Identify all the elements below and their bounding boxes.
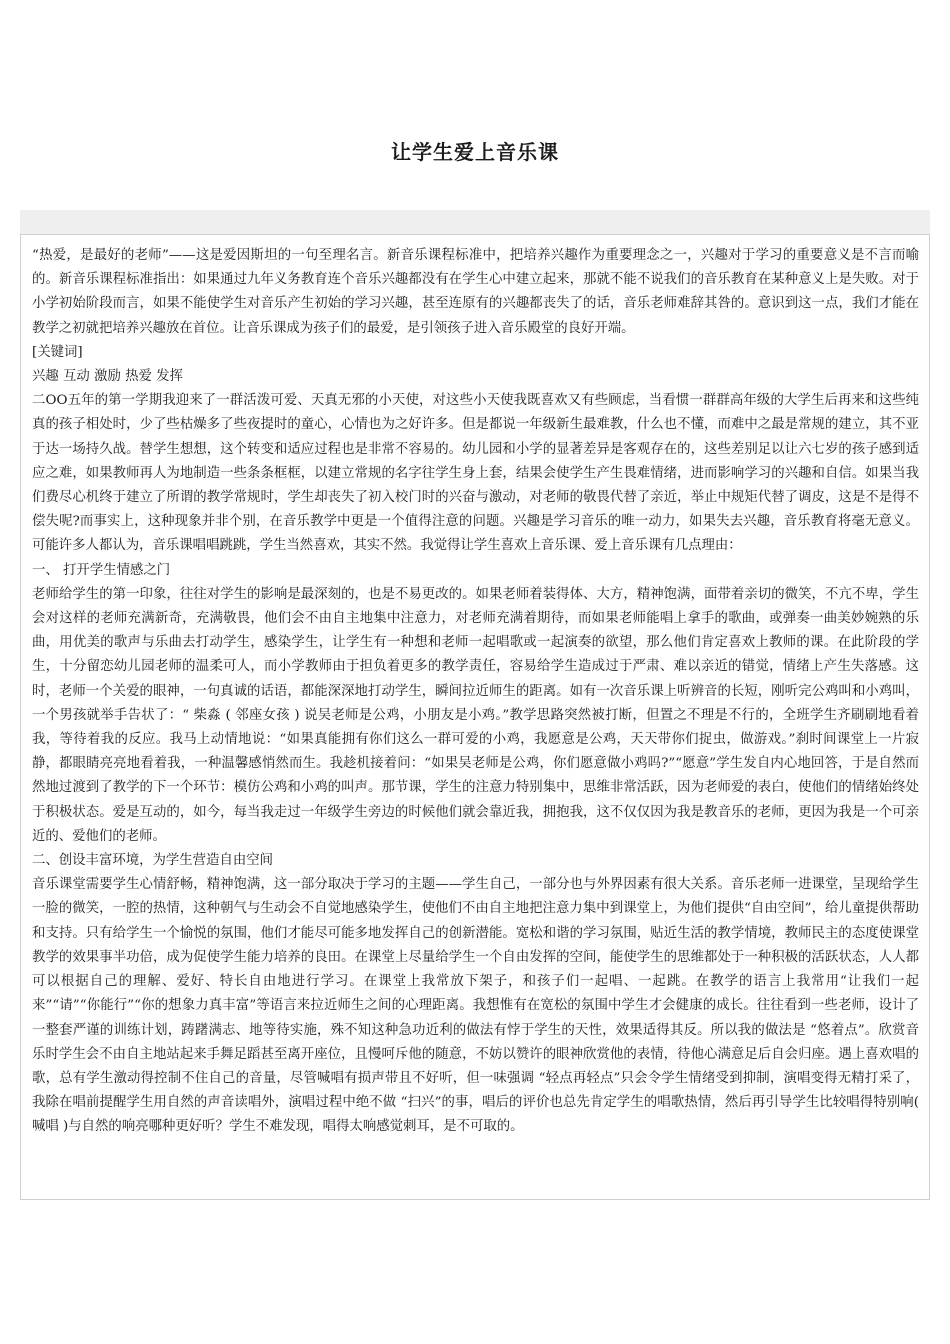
- keywords-list: 兴趣 互动 激励 热爱 发挥: [32, 369, 183, 385]
- article-body: [21, 235, 929, 1140]
- body-paragraph: 二OO五年的第一学期我迎来了一群活泼可爱、天真无邪的小天使，对这些小天使我既喜欢又有些顾虑，当看惯一群群高年级的大学生后再来和这些纯真的孩子相处时，少了些枯燥多了些夜提时的童心，心情也为之好许多。但是都说一年级新生最难教，什么也不懂，而难中之最是常规的建立，其不亚于达一场持久战。替学生想想，这个转变和适应过程也是非常不容易的。幼儿园和小学的显著差异是客观存在的，这些差别足以让六七岁的孩子感到适应之难，如果教师再人为地制造一些条条框框，以建立常规的名字往学生身上套，结果会使学生产生畏难情绪，进而影响学习的兴趣和自信。如果当我们费尽心机终于建立了所谓的教学常规时，学生却丧失了初入校门时的兴奋与激动，对老师的敬畏代替了亲近，举止中规矩代替了调皮，这是不是得不偿失呢?而事实上，这种现象并非个别，在音乐教学中更是一个值得注意的问题。兴趣是学习音乐的唯一动力，如果失去兴趣，音乐教育将毫无意义。可能许多人都认为，音乐课唱唱跳跳，学生当然喜欢，其实不然。我觉得让学生喜欢上音乐课、爱上音乐课有几点理由：: [32, 393, 919, 554]
- section-heading-1: 一、 打开学生情感之门: [32, 562, 171, 578]
- document-title: 让学生爱上音乐课: [391, 140, 559, 164]
- body-paragraph: 老师给学生的第一印象，往往对学生的影响是最深刻的，也是不易更改的。如果老师着装得体、大方，精神饱满，面带着亲切的微笑，不亢不卑，学生会对这样的老师充满新奇，充满敬畏，他们会不由自主地集中注意力，对老师充满着期待，而如果老师能唱上拿手的歌曲，或弹奏一曲美妙婉熟的乐曲，用优美的歌声与乐曲去打动学生，感染学生，让学生有一种想和老师一起唱歌或一起演奏的欲望，那么他们肯定喜欢上教师的课。在此阶段的学生，十分留恋幼儿园老师的温柔可人，而小学教师由于担负着更多的教学责任，容易给学生造成过于严肃、难以亲近的错觉，情绪上产生失落感。这时，老师一个关爱的眼神，一句真诚的话语，都能深深地打动学生，瞬间拉近师生的距离。如有一次音乐课上听辨音的长短，刚听完公鸡叫和小鸡叫，一个男孩就举手告状了：“ 柴淼 ( 邻座女孩 ) 说吴老师是公鸡，小朋友是小鸡。”教学思路突然被打断，但置之不理是不行的，全班学生齐刷刷地看着我，等待着我的反应。我马上动情地说：“如果真能拥有你们这么一群可爱的小鸡，我愿意是公鸡，天天带你们捉虫，做游戏。”刹时间课堂上一片寂静，都眼睛亮亮地看着我，一种温馨感悄然而生。我趁机接着问：“如果吴老师是公鸡，你们愿意做小鸡吗?”“愿意”学生发自内心地回答，于是自然而然地过渡到了教学的下一个环节：模仿公鸡和小鸡的叫声。那节课，学生的注意力特别集中，思维非常活跃，因为老师爱的表白，使他们的情绪始终处于积极状态。爱是互动的，如今，每当我走过一年级学生旁边的时候他们就会靠近我，拥抱我，这不仅仅因为我是教音乐的老师，更因为我是一个可亲近的、爱他们的老师。: [32, 586, 919, 844]
- section-heading-2: 二、创设丰富环境，为学生营造自由空间: [32, 853, 274, 869]
- intro-paragraph: “热爱，是最好的老师”——这是爱因斯坦的一句至理名言。新音乐课程标准中，把培养兴趣作为重要理念之一，兴趣对于学习的重要意义是不言而喻的。新音乐课程标准指出：如果通过九年义务教育连个音乐兴趣都没有在学生心中建立起来，那就不能不说我们的音乐教育在某种意义上是失败。对于小学初始阶段而言，如果不能使学生对音乐产生初始的学习兴趣，甚至连原有的兴趣都丧失了的话，音乐老师难辞其咎的。意识到这一点，我们才能在教学之初就把培养兴趣放在首位。让音乐课成为孩子们的最爱，是引领孩子进入音乐殿堂的良好开端。: [32, 248, 919, 336]
- article-content-box: [20, 234, 930, 1200]
- body-paragraph: 音乐课堂需要学生心情舒畅，精神饱满，这一部分取决于学习的主题——学生自己，一部分也与外界因素有很大关系。音乐老师一进课堂，呈现给学生一脸的微笑，一腔的热情，这种朝气与生动会不自觉地感染学生，使他们不由自主地把注意力集中到课堂上，为他们提供“自由空间”，给儿童提供帮助和支持。只有给学生一个愉悦的氛围，他们才能尽可能多地发挥自己的创新潜能。宽松和谐的学习氛围，贴近生活的教学情境，教师民主的态度使课堂教学的效果事半功倍，成为促使学生能力培养的良田。在课堂上尽量给学生一个自由发挥的空间，能使学生的思维都处于一种积极的活跃状态，人人都可以根据自己的理解、爱好、特长自由地进行学习。在课堂上我常放下架子，和孩子们一起唱、一起跳。在教学的语言上我常用“让我们一起来”“请”“你能行”“你的想象力真丰富”等语言来拉近师生之间的心理距离。我想惟有在宽松的氛围中学生才会健康的成长。往往看到一些老师，设计了一整套严谨的训练计划，踌躇满志、地等待实施，殊不知这种急功近利的做法有悖于学生的天性，效果适得其反。所以我的做法是 “悠着点”。欣赏音乐时学生会不由自主地站起来手舞足蹈甚至离开座位，且慢呵斥他的随意，不妨以赞许的眼神欣赏他的表情，待他心满意足后自会归座。遇上喜欢唱的歌，总有学生激动得控制不住自己的音量，尽管喊唱有损声带且不好听，但一味强调 “轻点再轻点”只会令学生情绪受到抑制，演唱变得无精打采了，我除在唱前提醒学生用自然的声音读唱外，演唱过程中绝不做 “扫兴”的事，唱后的评价也总先肯定学生的唱歌热情，然后再引导学生比较唱得特别响( 喊唱 )与自然的响亮哪种更好听？学生不难发现，唱得太响感觉刺耳，是不可取的。: [32, 877, 919, 1135]
- section-header-bar: [20, 210, 930, 234]
- keywords-heading: [关键词]: [32, 344, 83, 360]
